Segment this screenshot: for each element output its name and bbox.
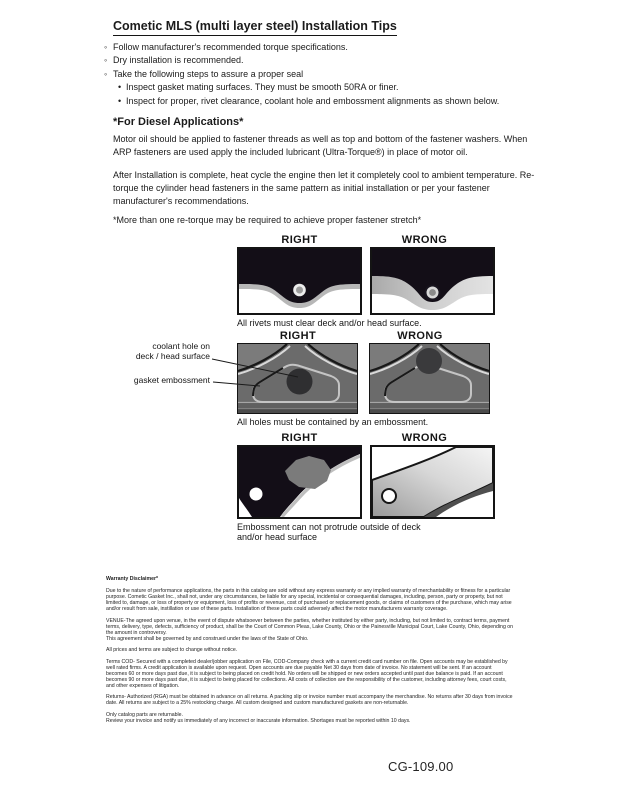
- coolant-hole: [416, 348, 442, 374]
- bolt-hole: [250, 488, 263, 501]
- prices-line: All prices and terms are subject to change without notice.: [106, 647, 238, 653]
- rivet-wrong-illustration: [372, 249, 493, 313]
- retorque-note: *More than one re-torque may be required to achieve proper fastener stretch*: [113, 215, 422, 225]
- hole-wrong-illustration: [370, 344, 489, 413]
- list-item: [104, 68, 499, 81]
- warranty-paragraph: Due to the nature of performance applications, the parts in this catalog are sold without any express warranty or any implied warranty of merchantability or fitness for a particular purpose. Cometic Gasket Inc., shall not, under any circumstances, be liable for any special, incidental or consequential damages, including, person, party or property, but not limited to, damage, or loss of property or equipment, loss of profits or revenue, cost of purchased or replacement goods, or claims of customers of the purchase, which may arise and/or result from sale, instillation or use of these parts. Installation of these parts could adversely affect the motor manufacturers warranty coverage.: [106, 588, 512, 612]
- rivet-center: [429, 289, 436, 296]
- tip-text: Take the following steps to assure a proper seal: [113, 68, 304, 79]
- wrong-label: WRONG: [401, 234, 448, 246]
- annotation-line: coolant hole on: [152, 341, 210, 351]
- protrusion-wrong-illustration: [372, 447, 493, 517]
- diagram-caption: All rivets must clear deck and/or head surface.: [237, 318, 422, 328]
- list-item: [104, 81, 499, 94]
- governing-law-line: This agreement shall be governed by and construed under the laws of the State of Ohio.: [106, 635, 309, 642]
- right-label: RIGHT: [281, 432, 318, 444]
- installation-tips-list: [104, 41, 499, 108]
- diagram-embossment-protrusion: [237, 432, 495, 542]
- diagram-rivet-clearance: [237, 234, 495, 328]
- open-bullet-icon: ◦: [104, 68, 108, 79]
- rivet-right-illustration: [239, 249, 360, 313]
- diagram-labels: [237, 432, 495, 444]
- caption-line: and/or head surface: [237, 532, 318, 542]
- tip-text: Follow manufacturer's recommended torque specifications.: [113, 42, 348, 52]
- right-label: RIGHT: [281, 234, 318, 246]
- gasket-embossment-annotation: gasket embossment: [133, 375, 210, 385]
- diesel-paragraph-2: After Installation is complete, heat cycle the engine then let it completely cool to ambient temperature. Re-torque the cylinder head fasteners in the same pattern as initial installation or per your fastener manufacturer's recommendations.: [113, 170, 535, 206]
- rivet-right-figure: [237, 247, 362, 315]
- diagram-caption: All holes must be contained by an embossment.: [237, 417, 429, 427]
- open-bullet-icon: ◦: [104, 42, 108, 52]
- filled-bullet-icon: •: [118, 82, 122, 93]
- tip-text: Dry installation is recommended.: [113, 55, 244, 66]
- protrusion-right-illustration: [239, 447, 360, 517]
- returnable-line: Only catalog parts are returnable.: [106, 711, 183, 718]
- open-bullet-icon: ◦: [104, 55, 108, 66]
- protrusion-right-figure: [237, 445, 362, 519]
- page-title: Cometic MLS (multi layer steel) Installation Tips: [113, 19, 397, 36]
- hole-wrong-figure: [369, 343, 490, 414]
- filled-bullet-icon: •: [118, 95, 122, 106]
- diesel-paragraph-1: Motor oil should be applied to fastener threads as well as top and bottom of the fastener washers. When ARP fasteners are used apply the included lubricant (Ultra-Torque®) in place of motor oil.: [113, 134, 528, 157]
- diagram-caption: [237, 522, 495, 542]
- terms-paragraph: Terms COD- Secured with a completed dealer/jobber application on File, COD-Company check with a current credit card number on file. Open accounts may be established by well rated firms. A credit application is available upon request. Open accounts are due payable Net 30 days from date of invoice. No statement will be sent. If an account becomes 60 or more days past due, it is subject to being placed on credit hold. No orders will be shipped or new orders accepted until past due balance is paid. If an account becomes 90 or more days past due, it is subject to being placed for collections. All costs of collection are the responsibility of the customer, including attorney fees, court costs, and other expenses of litigation.: [106, 658, 508, 689]
- annotation-leader-lines: [210, 336, 320, 396]
- legal-fine-print: [106, 576, 514, 724]
- right-label: RIGHT: [279, 330, 317, 342]
- diagram-labels: [237, 234, 495, 246]
- rivet-center: [296, 287, 303, 294]
- review-invoice-line: Review your invoice and notify us immediately of any incorrect or inaccurate information. Shortages must be reported within 10 days.: [106, 717, 411, 724]
- bolt-hole: [382, 489, 396, 503]
- tip-text: Inspect for proper, rivet clearance, coolant hole and embossment alignments as shown below.: [126, 95, 500, 106]
- returns-paragraph: Returns- Authorized (RGA) must be obtained in advance on all returns. A packing slip or invoice number must accompany the merchandise. No returns after 30 days from invoice date. All returns are subject to a 25% restocking charge. All custom designed and custom manufactured gaskets are non-returnable.: [106, 694, 513, 706]
- wrong-label: WRONG: [397, 330, 443, 342]
- wrong-label: WRONG: [401, 432, 448, 444]
- tip-text: Inspect gasket mating surfaces. They must be smooth 50RA or finer.: [126, 82, 399, 93]
- page-code: CG-109.00: [388, 759, 454, 774]
- list-item: [104, 95, 499, 108]
- list-item: [104, 41, 499, 54]
- rivet-wrong-figure: [370, 247, 495, 315]
- caption-line: Embossment can not protrude outside of deck: [237, 522, 421, 532]
- venue-paragraph: VENUE-The agreed upon venue, in the event of dispute whatsoever between the parties, whether instituted by either party, including, but not limited to, contract terms, payment terms, delivery, type, defects, sufficiency of product, shall be the Court of Common Pleas, Lake County, Ohio or the Painesville Municipal Court, Lake County, Ohio, depending on the amount in controversy.: [106, 617, 514, 636]
- protrusion-wrong-figure: [370, 445, 495, 519]
- annotation-line: deck / head surface: [135, 351, 210, 361]
- diesel-applications-heading: *For Diesel Applications*: [113, 116, 244, 128]
- coolant-hole-annotation: [96, 341, 210, 361]
- list-item: [104, 54, 499, 67]
- warranty-disclaimer-heading: Warranty Disclaimer*: [106, 576, 158, 582]
